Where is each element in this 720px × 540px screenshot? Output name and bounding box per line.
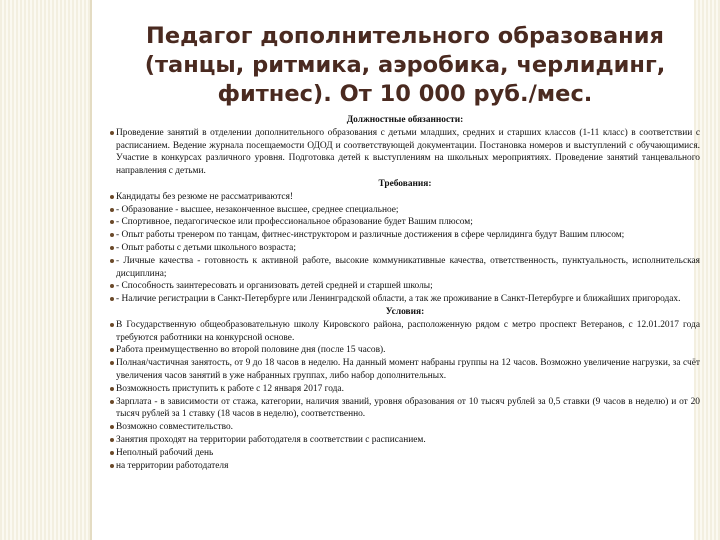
duties-item-text: Проведение занятий в отделении дополнительного образования с детьми младших, средних и старших классов (1-11 класс) в соответствии с расписанием. Ведение журнала посещаемости ОДОД и соответствующей документации. Постановка номеров и выступлений с обучающимися. Участие в конкурсах различного уровня. Подготовка детей к выступлениям на школьных мероприятиях. Проведение занятий танцевального направления с детьми. <box>116 127 700 177</box>
requirements-item <box>110 293 700 306</box>
bullet-icon <box>110 131 114 135</box>
slide-title: Педагог дополнительного образования (танцы, ритмика, аэробика, черлидинг, фитнес). От 10 000 руб./мес. <box>144 23 666 107</box>
requirements-item-text: - Образование - высшее, незаконченное высшее, среднее специальное; <box>116 204 399 215</box>
conditions-item-text: Возможно совместительство. <box>116 422 234 433</box>
bullet-icon <box>110 297 114 301</box>
requirements-item <box>110 229 700 242</box>
bullet-icon <box>110 220 114 224</box>
conditions-item-text: на территории работодателя <box>116 460 229 471</box>
requirements-item-text: - Личные качества - готовность к активной работе, высокие коммуникативные качества, ответственность, пунктуальность, исполнительская дисциплина; <box>116 255 700 279</box>
conditions-item <box>110 383 700 396</box>
bullet-icon <box>110 284 114 288</box>
requirements-item <box>110 242 700 255</box>
duties-heading: Должностные обязанности: <box>346 115 464 125</box>
requirements-item <box>110 255 700 281</box>
bullet-icon <box>110 259 114 263</box>
requirements-item <box>110 216 700 229</box>
slide-content <box>110 22 700 472</box>
duties-item <box>110 127 700 178</box>
requirements-item-text: - Опыт работы с детьми школьного возраста; <box>116 242 296 253</box>
conditions-item-text: В Государственную общеобразовательную школу Кировского района, расположенную рядом с метро проспект Ветеранов, с 12.01.2017 года требуются работники на конкурсной основе. <box>116 319 700 343</box>
requirements-item <box>110 280 700 293</box>
requirements-item-text: Кандидаты без резюме не рассматриваются! <box>116 191 294 202</box>
bullet-icon <box>110 425 114 429</box>
conditions-item <box>110 460 700 473</box>
conditions-item <box>110 319 700 345</box>
requirements-item-text: - Способность заинтересовать и организовать детей средней и старшей школы; <box>116 281 433 292</box>
conditions-heading: Условия: <box>385 306 425 317</box>
requirements-item-text: - Опыт работы тренером по танцам, фитнес-инструктором и различные достижения в сфере черлидинга будут Вашим плюсом; <box>116 230 625 241</box>
conditions-item <box>110 396 700 422</box>
conditions-item-text: Занятия проходят на территории работодателя в соответствии с расписанием. <box>116 434 426 445</box>
requirements-item-text: - Спортивное, педагогическое или профессиональное образование будет Вашим плюсом; <box>116 217 473 228</box>
requirements-item <box>110 191 700 204</box>
conditions-item-text: Работа преимущественно во второй половине дня (после 15 часов). <box>116 345 386 356</box>
requirements-item <box>110 204 700 217</box>
requirements-item-text: - Наличие регистрации в Санкт-Петербурге или Ленинградской области, а так же проживание в Санкт-Петербурге и ближайших пригородах. <box>116 294 681 305</box>
bullet-icon <box>110 464 114 468</box>
bullet-icon <box>110 208 114 212</box>
bullet-icon <box>110 233 114 237</box>
bullet-icon <box>110 348 114 352</box>
conditions-item <box>110 357 700 383</box>
bullet-icon <box>110 361 114 365</box>
bullet-icon <box>110 246 114 250</box>
bullet-icon <box>110 451 114 455</box>
bullet-icon <box>110 400 114 404</box>
conditions-item-text: Полная/частичная занятость, от 9 до 18 часов в неделю. На данный момент набраны группы на 12 часов. Возможно увеличение нагрузки, за счёт увеличения часов занятий в уже набранных группах, либо набор дополнительных. <box>116 358 700 381</box>
requirements-heading: Требования: <box>378 178 432 189</box>
conditions-item <box>110 447 700 460</box>
bullet-icon <box>110 195 114 199</box>
conditions-item <box>110 421 700 434</box>
left-decorative-stripe <box>0 0 92 540</box>
bullet-icon <box>110 387 114 391</box>
conditions-item <box>110 344 700 357</box>
bullet-icon <box>110 438 114 442</box>
bullet-icon <box>110 323 114 327</box>
conditions-item-text: Неполный рабочий день <box>116 447 214 458</box>
conditions-item-text: Возможность приступить к работе с 12 января 2017 года. <box>116 383 344 394</box>
slide-body <box>110 114 700 472</box>
conditions-item <box>110 434 700 447</box>
conditions-item-text: Зарплата - в зависимости от стажа, категории, наличия званий, уровня образования от 10 тысяч рублей за 0,5 ставки (9 часов в неделю) и от 20 тысяч рублей за 1 ставку (18 часов в неделю), соответственно. <box>116 396 700 420</box>
